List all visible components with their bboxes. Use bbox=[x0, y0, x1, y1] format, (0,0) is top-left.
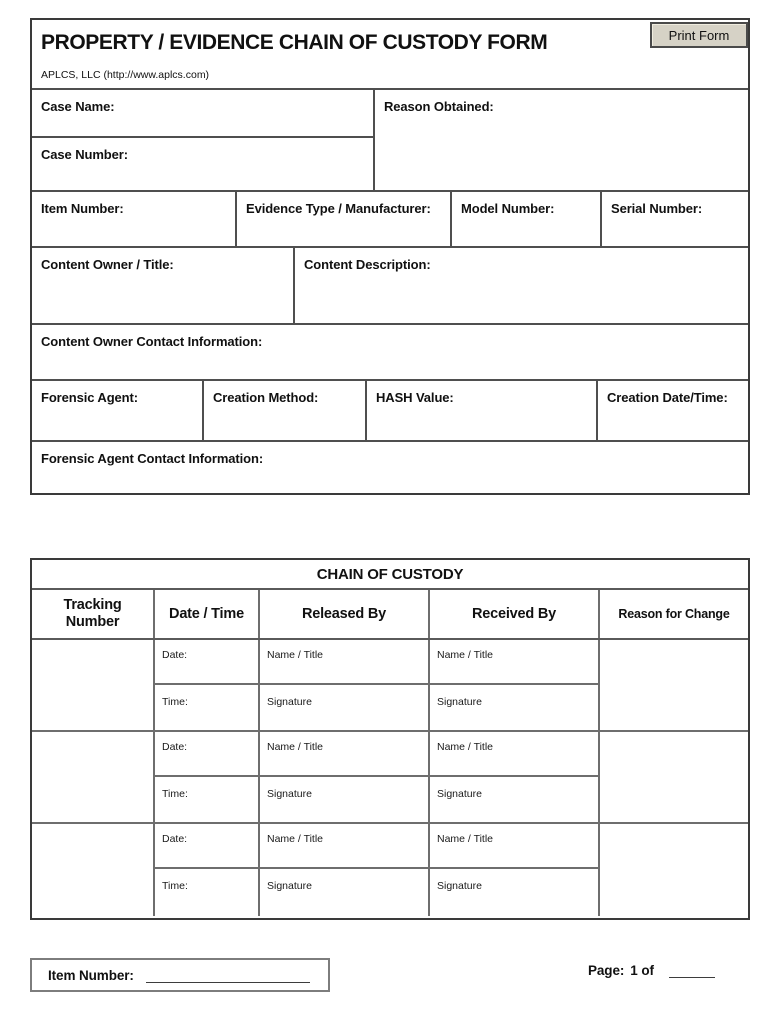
content-owner-row bbox=[32, 248, 748, 325]
name-title-label: Name / Title bbox=[437, 741, 494, 753]
case-reason-row bbox=[32, 90, 748, 192]
released-signature-field[interactable] bbox=[260, 685, 428, 730]
creation-datetime-label: Creation Date/Time: bbox=[607, 390, 728, 405]
received-by-column bbox=[430, 824, 600, 916]
model-number-label: Model Number: bbox=[461, 201, 555, 216]
released-name-title-field[interactable] bbox=[260, 824, 428, 869]
time-field[interactable] bbox=[155, 869, 258, 916]
print-form-button[interactable]: Print Form bbox=[650, 22, 748, 48]
form-subtitle: APLCS, LLC (http://www.aplcs.com) bbox=[41, 69, 210, 81]
name-title-label: Name / Title bbox=[267, 741, 324, 753]
released-by-column bbox=[260, 824, 430, 916]
time-label: Time: bbox=[162, 788, 188, 800]
date-label: Date: bbox=[162, 649, 188, 661]
page-total-field[interactable] bbox=[669, 963, 715, 978]
column-header-received-by: Received By bbox=[430, 590, 600, 638]
signature-label: Signature bbox=[267, 788, 312, 800]
reason-for-change-field[interactable] bbox=[600, 640, 748, 730]
date-time-column bbox=[155, 732, 260, 822]
signature-label: Signature bbox=[267, 696, 312, 708]
released-by-column bbox=[260, 732, 430, 822]
content-owner-contact-field[interactable] bbox=[32, 325, 748, 379]
column-header-date-time: Date / Time bbox=[155, 590, 260, 638]
received-name-title-field[interactable] bbox=[430, 732, 598, 777]
released-name-title-field[interactable] bbox=[260, 640, 428, 685]
case-name-label: Case Name: bbox=[41, 99, 115, 114]
date-label: Date: bbox=[162, 833, 188, 845]
chain-of-custody-table bbox=[30, 558, 750, 920]
date-field[interactable] bbox=[155, 824, 258, 869]
date-time-column bbox=[155, 640, 260, 730]
received-name-title-field[interactable] bbox=[430, 640, 598, 685]
signature-label: Signature bbox=[437, 788, 482, 800]
received-signature-field[interactable] bbox=[430, 777, 598, 822]
reason-for-change-field[interactable] bbox=[600, 824, 748, 916]
tracking-number-field[interactable] bbox=[32, 732, 155, 822]
received-by-column bbox=[430, 732, 600, 822]
time-label: Time: bbox=[162, 696, 188, 708]
forensic-row bbox=[32, 381, 748, 442]
signature-label: Signature bbox=[437, 696, 482, 708]
name-title-label: Name / Title bbox=[267, 833, 324, 845]
case-column bbox=[32, 90, 375, 190]
received-signature-field[interactable] bbox=[430, 685, 598, 730]
form-title: PROPERTY / EVIDENCE CHAIN OF CUSTODY FORM bbox=[41, 31, 548, 54]
creation-datetime-field[interactable] bbox=[598, 381, 748, 440]
time-field[interactable] bbox=[155, 685, 258, 730]
model-number-field[interactable] bbox=[452, 192, 602, 246]
custody-row-2 bbox=[32, 732, 748, 824]
content-owner-contact-row bbox=[32, 325, 748, 381]
item-number-field[interactable] bbox=[32, 192, 237, 246]
serial-number-field[interactable] bbox=[602, 192, 748, 246]
tracking-number-field[interactable] bbox=[32, 824, 155, 916]
evidence-type-label: Evidence Type / Manufacturer: bbox=[246, 201, 431, 216]
tracking-number-field[interactable] bbox=[32, 640, 155, 730]
name-title-label: Name / Title bbox=[437, 833, 494, 845]
released-by-column bbox=[260, 640, 430, 730]
page-indicator bbox=[588, 963, 715, 978]
name-title-label: Name / Title bbox=[437, 649, 494, 661]
reason-obtained-field[interactable] bbox=[375, 90, 748, 190]
date-field[interactable] bbox=[155, 640, 258, 685]
signature-label: Signature bbox=[267, 880, 312, 892]
form-header bbox=[32, 20, 748, 90]
forensic-contact-row bbox=[32, 442, 748, 493]
footer-item-number-label: Item Number: bbox=[48, 967, 134, 983]
forensic-agent-field[interactable] bbox=[32, 381, 204, 440]
case-number-field[interactable] bbox=[32, 138, 373, 190]
evidence-type-field[interactable] bbox=[237, 192, 452, 246]
name-title-label: Name / Title bbox=[267, 649, 324, 661]
content-description-label: Content Description: bbox=[304, 257, 431, 272]
custody-row-1 bbox=[32, 640, 748, 732]
received-name-title-field[interactable] bbox=[430, 824, 598, 869]
footer-item-number-field[interactable] bbox=[146, 968, 310, 983]
column-header-tracking-number: Tracking Number bbox=[32, 590, 155, 638]
page-label: Page: bbox=[588, 963, 625, 978]
item-row bbox=[32, 192, 748, 248]
custody-table-title: CHAIN OF CUSTODY bbox=[32, 560, 748, 590]
date-label: Date: bbox=[162, 741, 188, 753]
received-by-column bbox=[430, 640, 600, 730]
content-owner-title-field[interactable] bbox=[32, 248, 295, 323]
item-number-label: Item Number: bbox=[41, 201, 124, 216]
case-number-label: Case Number: bbox=[41, 147, 128, 162]
reason-obtained-label: Reason Obtained: bbox=[384, 99, 494, 114]
released-signature-field[interactable] bbox=[260, 869, 428, 916]
time-field[interactable] bbox=[155, 777, 258, 822]
time-label: Time: bbox=[162, 880, 188, 892]
received-signature-field[interactable] bbox=[430, 869, 598, 916]
date-time-column bbox=[155, 824, 260, 916]
reason-for-change-field[interactable] bbox=[600, 732, 748, 822]
hash-value-field[interactable] bbox=[367, 381, 598, 440]
footer-item-number-box bbox=[30, 958, 330, 992]
hash-value-label: HASH Value: bbox=[376, 390, 454, 405]
column-header-released-by: Released By bbox=[260, 590, 430, 638]
forensic-agent-contact-label: Forensic Agent Contact Information: bbox=[41, 451, 264, 466]
content-owner-contact-label: Content Owner Contact Information: bbox=[41, 334, 263, 349]
released-signature-field[interactable] bbox=[260, 777, 428, 822]
released-name-title-field[interactable] bbox=[260, 732, 428, 777]
case-name-field[interactable] bbox=[32, 90, 373, 138]
content-owner-title-label: Content Owner / Title: bbox=[41, 257, 174, 272]
page-value: 1 of bbox=[630, 963, 654, 978]
forensic-agent-contact-field[interactable] bbox=[32, 442, 748, 493]
custody-row-3 bbox=[32, 824, 748, 916]
date-field[interactable] bbox=[155, 732, 258, 777]
column-header-reason-for-change: Reason for Change bbox=[618, 606, 730, 621]
content-description-field[interactable] bbox=[295, 248, 748, 323]
creation-method-label: Creation Method: bbox=[213, 390, 319, 405]
custody-table-header bbox=[32, 590, 748, 640]
serial-number-label: Serial Number: bbox=[611, 201, 703, 216]
evidence-form bbox=[30, 18, 750, 495]
forensic-agent-label: Forensic Agent: bbox=[41, 390, 138, 405]
creation-method-field[interactable] bbox=[204, 381, 367, 440]
signature-label: Signature bbox=[437, 880, 482, 892]
